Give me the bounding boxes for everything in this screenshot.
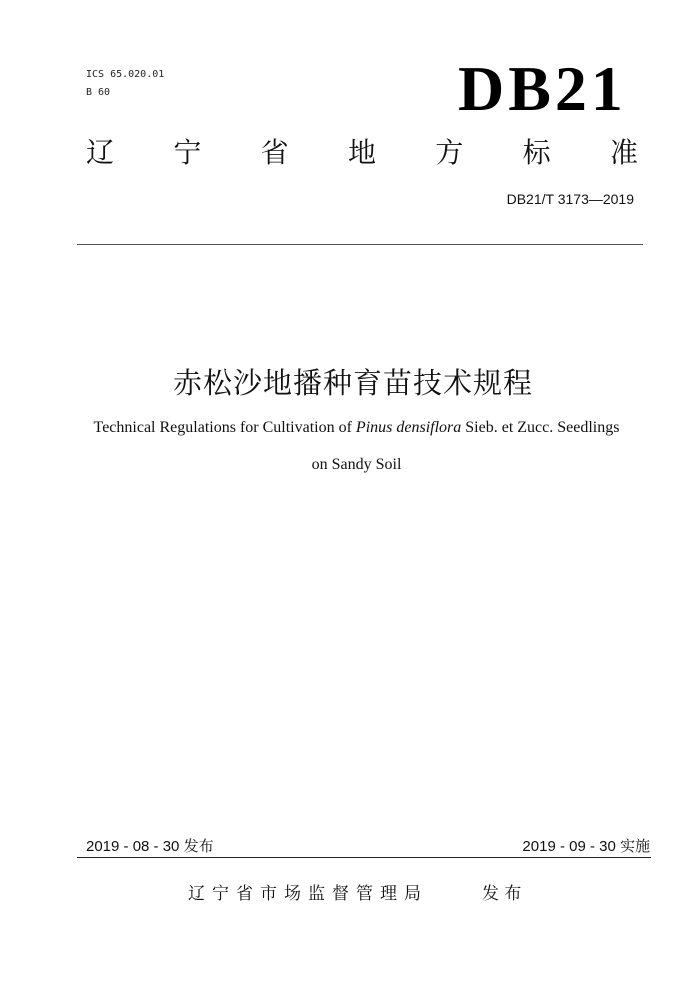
standard-number: DB21/T 3173—2019 xyxy=(506,191,634,207)
issue-label: 发 布 xyxy=(482,884,522,904)
standard-type-char: 辽 xyxy=(86,136,115,169)
standard-code-mark: DB21 xyxy=(458,53,627,124)
standard-type-char: 标 xyxy=(522,136,551,169)
header-divider xyxy=(77,244,643,245)
title-english-suffix: Sieb. et Zucc. Seedlings xyxy=(461,419,620,436)
document-title-english-line-1 xyxy=(50,418,663,438)
ccs-code: B 60 xyxy=(86,87,111,98)
standard-type-char: 地 xyxy=(347,136,376,169)
publish-date: 2019 - 08 - 30 发布 xyxy=(86,838,214,855)
standard-type-char: 准 xyxy=(609,136,638,169)
standard-type-char: 省 xyxy=(260,136,289,169)
title-english-species: Pinus densiflora xyxy=(355,419,462,436)
document-title-english-line-2: on Sandy Soil xyxy=(311,456,402,473)
issuing-authority: 辽宁省市场监督管理局 xyxy=(188,884,428,904)
standard-type-char: 方 xyxy=(435,136,464,169)
standard-type-char: 宁 xyxy=(173,136,202,169)
title-english-prefix: Technical Regulations for Cultivation of xyxy=(93,419,356,436)
implement-date: 2019 - 09 - 30 实施 xyxy=(522,838,650,855)
standard-type-heading xyxy=(86,137,638,169)
document-title-chinese: 赤松沙地播种育苗技术规程 xyxy=(173,366,534,400)
footer-divider xyxy=(77,857,651,858)
ics-code: ICS 65.020.01 xyxy=(86,69,165,80)
